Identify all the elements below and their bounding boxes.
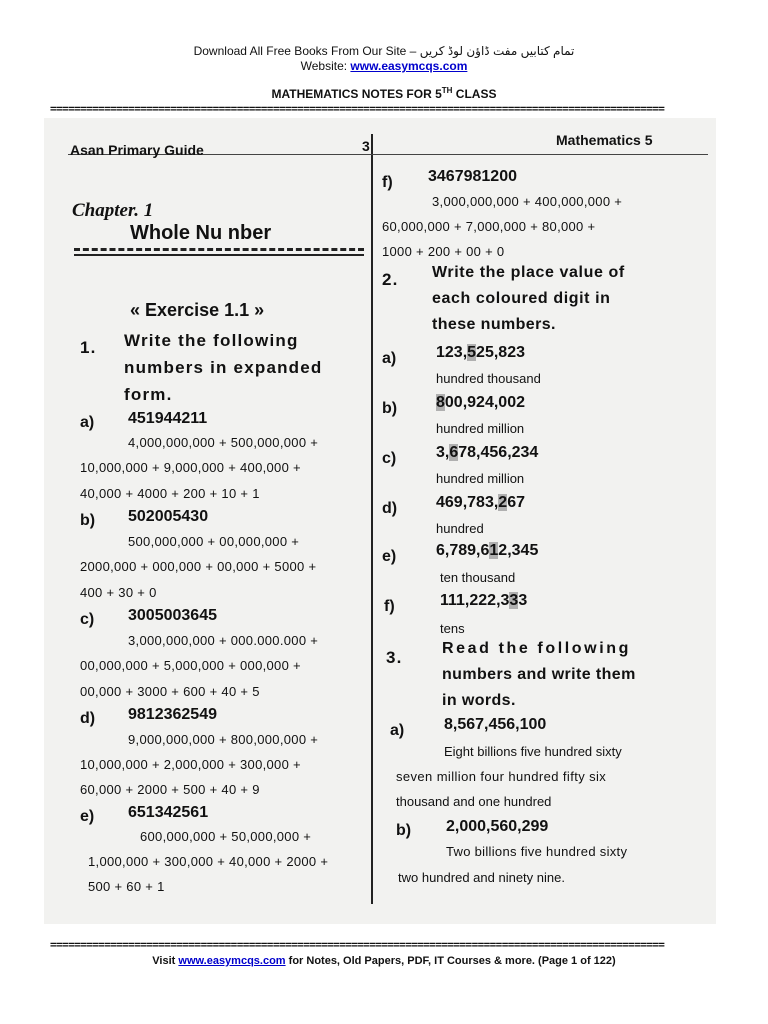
scanned-page xyxy=(44,118,716,924)
highlighted-digit: 6 xyxy=(449,444,459,461)
q2-line: each coloured digit in xyxy=(432,290,611,307)
footer-link[interactable]: www.easymcqs.com xyxy=(178,955,286,967)
footer-visit: Visit xyxy=(152,955,176,967)
expansion-line: 400 + 30 + 0 xyxy=(80,585,157,600)
highlighted-digit: 8 xyxy=(436,394,445,411)
expansion-line: 500 + 60 + 1 xyxy=(88,879,165,894)
place-value-number xyxy=(436,444,538,462)
place-value-answer: tens xyxy=(440,621,465,636)
expansion-line: 500,000,000 + 00,000,000 + xyxy=(128,534,300,549)
q1-line: numbers in expanded xyxy=(124,358,323,377)
digits-before: 6,789,6 xyxy=(436,542,490,559)
chapter-solid-rule xyxy=(74,254,364,256)
expansion-line: 2000,000 + 000,000 + 00,000 + 5000 + xyxy=(80,559,317,574)
download-banner: Download All Free Books From Our Site – تمام کتابیں مفت ڈاؤن لوڈ کریں xyxy=(193,44,575,58)
words-line: thousand and one hundred xyxy=(396,794,552,809)
top-separator: ====================================================================================================== xyxy=(50,102,665,115)
place-value-answer: hundred million xyxy=(436,421,525,436)
item-label: b) xyxy=(396,822,412,839)
footer xyxy=(0,955,768,967)
digits-before: 469,783, xyxy=(436,494,499,511)
digits-after: 2,345 xyxy=(498,542,539,559)
item-number: 502005430 xyxy=(128,508,209,525)
page-number: 3 xyxy=(362,138,370,154)
place-value-answer: hundred xyxy=(436,521,484,536)
item-label: d) xyxy=(382,500,398,517)
words-line: Two billions five hundred sixty xyxy=(446,844,628,859)
chapter-title: Whole Nu nber xyxy=(130,222,272,244)
words-line: seven million four hundred fifty six xyxy=(396,769,607,784)
item-label: b) xyxy=(80,512,96,529)
highlighted-digit: 2 xyxy=(498,494,508,511)
expansion-line: 60,000 + 2000 + 500 + 40 + 9 xyxy=(80,782,260,797)
bottom-separator: ====================================================================================================== xyxy=(50,938,665,951)
chapter-label: Chapter. 1 xyxy=(72,200,154,221)
website-link[interactable]: www.easymcqs.com xyxy=(350,59,468,73)
item-label: a) xyxy=(390,722,405,739)
column-divider xyxy=(371,134,373,904)
website-label: Website: xyxy=(300,59,348,73)
q2-line: these numbers. xyxy=(432,316,556,333)
place-value-number xyxy=(436,542,538,560)
expansion-line: 3,000,000,000 + 000.000.000 + xyxy=(128,633,319,648)
item-label: a) xyxy=(80,414,95,431)
digits-after: 00,924,002 xyxy=(444,394,525,411)
words-line: two hundred and ninety nine. xyxy=(398,870,565,885)
place-value-answer: hundred million xyxy=(436,471,525,486)
footer-text: for Notes, Old Papers, PDF, IT Courses & more. (Page 1 of 122) xyxy=(288,955,616,967)
expansion-line: 00,000,000 + 5,000,000 + 000,000 + xyxy=(80,658,301,673)
place-value-number xyxy=(436,394,525,412)
q1-line: form. xyxy=(124,385,173,404)
item-number: 3005003645 xyxy=(128,607,217,624)
item-number: 8,567,456,100 xyxy=(444,716,547,733)
title-main: MATHEMATICS NOTES FOR 5 xyxy=(271,87,442,101)
expansion-line: 1,000,000 + 300,000 + 40,000 + 2000 + xyxy=(88,854,329,869)
chapter-dash-rule xyxy=(74,248,364,251)
title-end: CLASS xyxy=(455,87,497,101)
item-label: f) xyxy=(384,598,395,615)
ornament-left-icon: « xyxy=(130,300,141,320)
item-label: b) xyxy=(382,400,398,417)
q3-line: Read the following xyxy=(442,640,632,657)
ornament-right-icon: » xyxy=(254,300,265,320)
item-number: 651342561 xyxy=(128,804,209,821)
expansion-line: 9,000,000,000 + 800,000,000 + xyxy=(128,732,319,747)
expansion-line: 10,000,000 + 2,000,000 + 300,000 + xyxy=(80,757,301,772)
item-number: 9812362549 xyxy=(128,706,217,723)
expansion-line: 600,000,000 + 50,000,000 + xyxy=(140,829,312,844)
highlighted-digit: 5 xyxy=(467,344,477,361)
q3-line: in words. xyxy=(442,692,516,709)
q2-line: Write the place value of xyxy=(432,264,625,281)
item-label: a) xyxy=(382,350,397,367)
digits-after: 78,456,234 xyxy=(458,444,539,461)
q3-line: numbers and write them xyxy=(442,666,636,683)
place-value-number xyxy=(436,344,525,362)
expansion-line: 1000 + 200 + 00 + 0 xyxy=(382,244,505,259)
q3-number: 3. xyxy=(386,648,403,667)
digits-after: 25,823 xyxy=(476,344,525,361)
item-label: e) xyxy=(382,548,397,565)
item-label: e) xyxy=(80,808,95,825)
left-running-head: Asan Primary Guide xyxy=(70,142,204,158)
expansion-line: 4,000,000,000 + 500,000,000 + xyxy=(128,435,319,450)
expansion-line: 00,000 + 3000 + 600 + 40 + 5 xyxy=(80,684,260,699)
highlighted-digit: 1 xyxy=(489,542,499,559)
place-value-answer: ten thousand xyxy=(440,570,516,585)
right-running-head: Mathematics 5 xyxy=(556,132,653,148)
item-label: f) xyxy=(382,174,393,191)
item-number: 451944211 xyxy=(128,410,208,427)
exercise-label: Exercise 1.1 xyxy=(145,300,250,320)
digits-before: 123, xyxy=(436,344,468,361)
expansion-line: 10,000,000 + 9,000,000 + 400,000 + xyxy=(80,460,301,475)
digits-after: 3 xyxy=(518,592,528,609)
words-line: Eight billions five hundred sixty xyxy=(444,744,622,759)
item-label: d) xyxy=(80,710,96,727)
place-value-number xyxy=(440,592,527,610)
q2-number: 2. xyxy=(382,270,399,289)
expansion-line: 60,000,000 + 7,000,000 + 80,000 + xyxy=(382,219,596,234)
place-value-number xyxy=(436,494,525,512)
item-label: c) xyxy=(80,611,95,628)
item-label: c) xyxy=(382,450,397,467)
item-number: 3467981200 xyxy=(428,168,517,185)
document-title xyxy=(0,86,768,101)
q1-number: 1. xyxy=(80,338,97,357)
expansion-line: 3,000,000,000 + 400,000,000 + xyxy=(432,194,623,209)
exercise-heading xyxy=(130,300,264,321)
website-line xyxy=(0,59,768,73)
digits-before: 111,222,3 xyxy=(440,592,510,609)
digits-after: 67 xyxy=(507,494,525,511)
highlighted-digit: 3 xyxy=(509,592,519,609)
expansion-line: 40,000 + 4000 + 200 + 10 + 1 xyxy=(80,486,260,501)
place-value-answer: hundred thousand xyxy=(436,371,541,386)
item-number: 2,000,560,299 xyxy=(446,818,549,835)
q1-line: Write the following xyxy=(124,331,299,350)
digits-before: 3, xyxy=(436,444,450,461)
title-sup: TH xyxy=(441,86,453,95)
